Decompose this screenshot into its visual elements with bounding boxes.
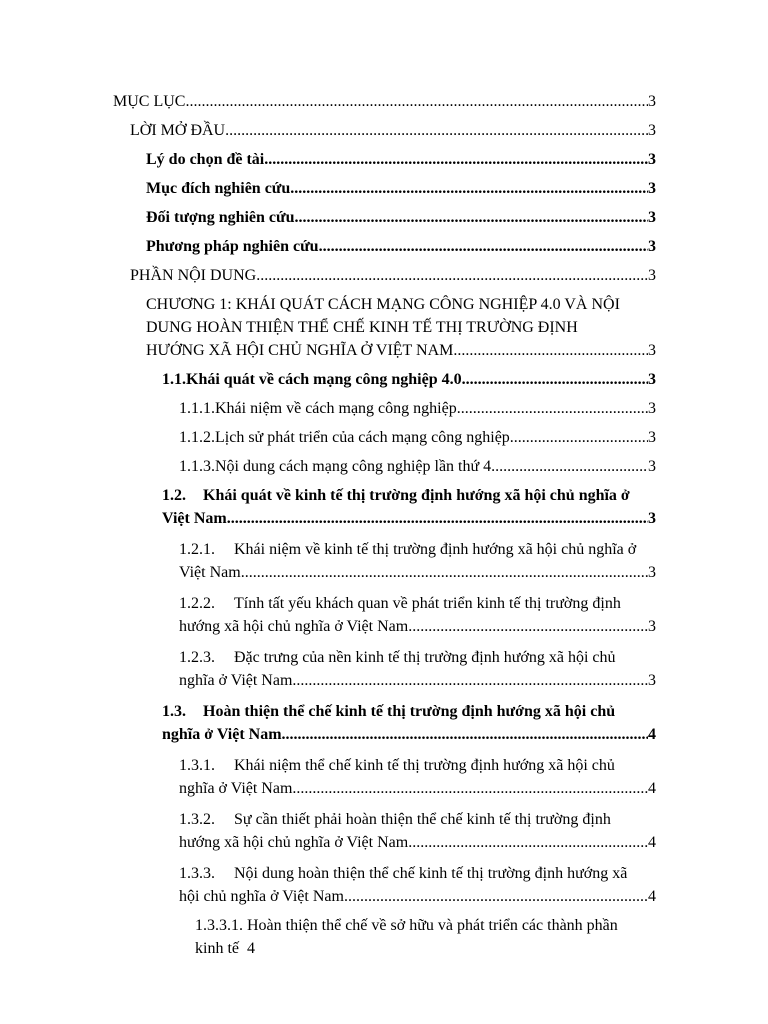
toc-title-line-1: Khái niệm về kinh tế thị trường định hướng xã hội chủ nghĩa ở bbox=[234, 541, 637, 558]
toc-title-line-2: hướng xã hội chủ nghĩa ở Việt Nam bbox=[179, 618, 409, 635]
toc-title-line-1: Khái quát về kinh tế thị trường định hướng xã hội chủ nghĩa ở bbox=[203, 487, 630, 504]
toc-page-number: 4 bbox=[648, 780, 656, 797]
toc-number: 1.1.2. bbox=[179, 429, 215, 446]
toc-title: Lịch sử phát triển của cách mạng công nghiệp bbox=[215, 429, 510, 446]
toc-entry-ly-do[interactable] bbox=[146, 148, 656, 171]
toc-title: Khái niệm về cách mạng công nghiệp bbox=[215, 400, 457, 417]
toc-entry-1-2-2[interactable] bbox=[179, 592, 656, 638]
toc-entry-1-1[interactable] bbox=[162, 368, 656, 391]
toc-page-number: 3 bbox=[648, 93, 656, 110]
toc-page-number: 3 bbox=[648, 238, 656, 255]
toc-page-number: 3 bbox=[648, 429, 656, 446]
toc-title: Đối tượng nghiên cứu bbox=[146, 209, 295, 226]
toc-page-number: 3 bbox=[648, 618, 656, 635]
toc-page-number: 4 bbox=[648, 888, 656, 905]
toc-title: Mục đích nghiên cứu bbox=[146, 180, 291, 197]
toc-number: 1.2.3. bbox=[179, 649, 215, 666]
toc-entry-1-3[interactable] bbox=[162, 700, 656, 746]
toc-entry-1-1-1[interactable] bbox=[179, 397, 656, 420]
table-of-contents bbox=[0, 90, 768, 960]
toc-entry-1-1-2[interactable] bbox=[179, 426, 656, 449]
toc-title: MỤC LỤC bbox=[113, 93, 186, 110]
toc-title: Nội dung cách mạng công nghiệp lần thứ 4 bbox=[215, 458, 492, 475]
toc-number: 1.1.3. bbox=[179, 458, 215, 475]
toc-entry-doi-tuong[interactable] bbox=[146, 206, 656, 229]
toc-number: 1.3. bbox=[162, 703, 186, 720]
toc-title: Lý do chọn đề tài bbox=[146, 151, 265, 168]
toc-title-line-1: 1.3.3.1. Hoàn thiện thể chế về sở hữu và phát triển các thành phần bbox=[195, 917, 618, 934]
toc-entry-1-2-1[interactable] bbox=[179, 538, 656, 584]
toc-page-number: 3 bbox=[648, 458, 656, 475]
toc-entry-1-2-3[interactable] bbox=[179, 646, 656, 692]
toc-number: 1.1. bbox=[162, 371, 186, 388]
toc-entry-1-3-1[interactable] bbox=[179, 754, 656, 800]
toc-page-number: 3 bbox=[648, 151, 656, 168]
toc-title-line-2: Việt Nam bbox=[179, 564, 241, 581]
toc-title-line-1: Đặc trưng của nền kinh tế thị trường định hướng xã hội chủ bbox=[234, 649, 616, 666]
toc-title-line-1: Sự cần thiết phải hoàn thiện thể chế kinh tế thị trường định bbox=[234, 811, 611, 828]
toc-title-line-2: kinh tế bbox=[195, 940, 239, 957]
toc-title-line-1: Tính tất yếu khách quan về phát triển kinh tế thị trường định bbox=[234, 595, 621, 612]
toc-entry-1-2[interactable] bbox=[162, 484, 656, 530]
toc-title-line-2: DUNG HOÀN THIỆN THỂ CHẾ KINH TẾ THỊ TRƯỜNG ĐỊNH bbox=[146, 319, 578, 336]
toc-title: Khái quát về cách mạng công nghiệp 4.0 bbox=[186, 371, 462, 388]
toc-number: 1.2. bbox=[162, 487, 186, 504]
toc-number: 1.3.2. bbox=[179, 811, 215, 828]
toc-page-number: 3 bbox=[648, 209, 656, 226]
toc-page-number: 3 bbox=[648, 672, 656, 689]
toc-page-number: 3 bbox=[648, 267, 656, 284]
toc-number: 1.1.1. bbox=[179, 400, 215, 417]
toc-entry-muc-luc[interactable] bbox=[113, 90, 656, 113]
toc-page-number: 3 bbox=[648, 371, 656, 388]
toc-title-line-1: CHƯƠNG 1: KHÁI QUÁT CÁCH MẠNG CÔNG NGHIỆP 4.0 VÀ NỘI bbox=[146, 296, 620, 313]
toc-title-line-2: nghĩa ở Việt Nam bbox=[162, 726, 282, 743]
toc-entry-loi-mo-dau[interactable] bbox=[130, 119, 656, 142]
toc-page-number: 3 bbox=[648, 564, 656, 581]
toc-title-line-2: hướng xã hội chủ nghĩa ở Việt Nam bbox=[179, 834, 409, 851]
toc-entry-phuong-phap[interactable] bbox=[146, 235, 656, 258]
toc-title: Phương pháp nghiên cứu bbox=[146, 238, 319, 255]
toc-title-line-2: Việt Nam bbox=[162, 510, 227, 527]
toc-title-line-1: Hoàn thiện thể chế kinh tế thị trường định hướng xã hội chủ bbox=[203, 703, 616, 720]
toc-page-number: 4 bbox=[648, 726, 656, 743]
toc-title: PHẦN NỘI DUNG bbox=[130, 267, 257, 284]
toc-entry-1-1-3[interactable] bbox=[179, 455, 656, 478]
toc-title-line-1: Nội dung hoàn thiện thể chế kinh tế thị trường định hướng xã bbox=[234, 865, 628, 882]
toc-title-line-2: nghĩa ở Việt Nam bbox=[179, 672, 293, 689]
toc-title-line-1: Khái niệm thể chế kinh tế thị trường định hướng xã hội chủ bbox=[234, 757, 615, 774]
toc-entry-1-3-2[interactable] bbox=[179, 808, 656, 854]
toc-entry-1-3-3[interactable] bbox=[179, 862, 656, 908]
toc-page-number: 4 bbox=[648, 834, 656, 851]
toc-title-line-2: nghĩa ở Việt Nam bbox=[179, 780, 293, 797]
toc-entry-muc-dich[interactable] bbox=[146, 177, 656, 200]
toc-number: 1.3.1. bbox=[179, 757, 215, 774]
toc-number: 1.2.1. bbox=[179, 541, 215, 558]
toc-page-number: 4 bbox=[247, 940, 255, 957]
toc-title: LỜI MỞ ĐẦU bbox=[130, 122, 226, 139]
toc-number: 1.3.3. bbox=[179, 865, 215, 882]
toc-entry-phan-noi-dung[interactable] bbox=[130, 264, 656, 287]
toc-page-number: 3 bbox=[648, 510, 656, 527]
toc-page-number: 3 bbox=[648, 180, 656, 197]
toc-page-number: 3 bbox=[648, 400, 656, 417]
toc-title-line-3: HƯỚNG XÃ HỘI CHỦ NGHĨA Ở VIỆT NAM bbox=[146, 342, 454, 359]
toc-title-line-2: hội chủ nghĩa ở Việt Nam bbox=[179, 888, 344, 905]
toc-entry-chuong-1[interactable] bbox=[146, 293, 656, 362]
toc-page-number: 3 bbox=[648, 122, 656, 139]
toc-page-number: 3 bbox=[648, 342, 656, 359]
toc-entry-1-3-3-1[interactable] bbox=[195, 914, 656, 960]
toc-number: 1.2.2. bbox=[179, 595, 215, 612]
